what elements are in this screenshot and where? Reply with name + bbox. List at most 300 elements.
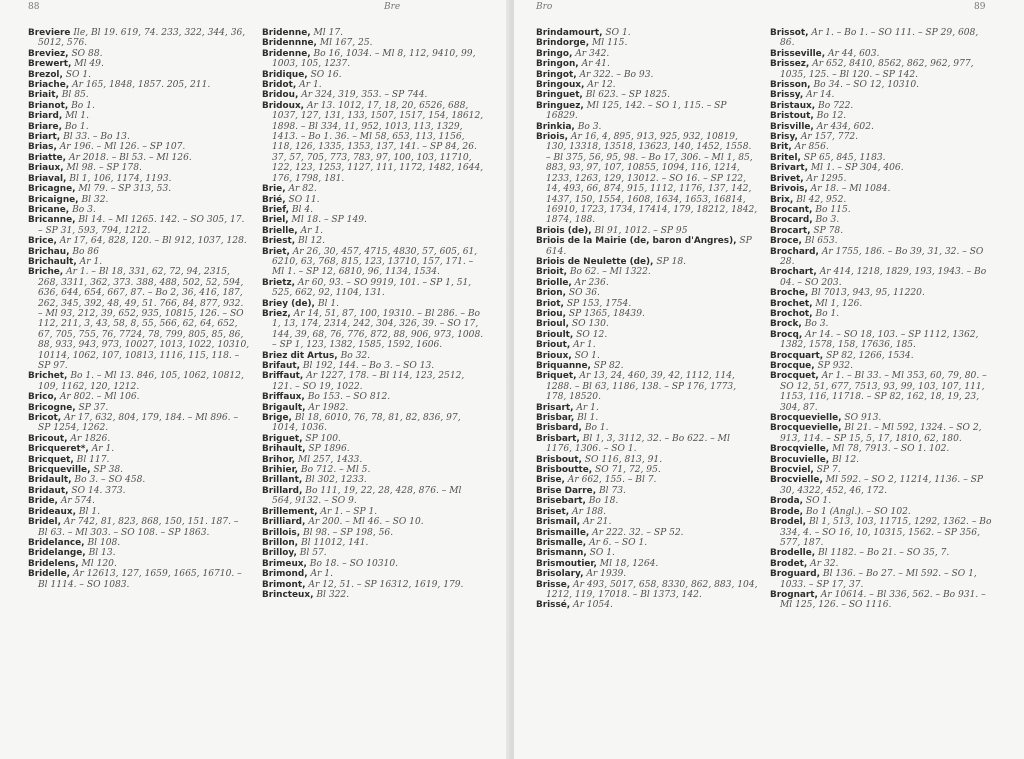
entry-surname: Brisbart, (536, 433, 580, 444)
entry-surname: Briquet, (536, 371, 577, 382)
index-entry (536, 49, 758, 59)
index-entry (262, 528, 484, 538)
index-entry (262, 475, 484, 485)
entry-surname: Bridel, (28, 517, 61, 528)
index-entry (28, 371, 250, 392)
entry-references: Ar 200. – Ml 46. – SO 10. (308, 517, 424, 528)
entry-references: Ml 592. – SO 2, 11214, 1136. – SP 30, 4322, 452, 46, 172. (780, 475, 983, 496)
entry-surname: Brichau, (28, 246, 70, 257)
entry-references: Ar 26, 30, 457, 4715, 4830, 57, 605, 61, 6210, 63, 768, 815, 123, 13710, 157, 171. – Ml 1. – SP 12, 6810, 96, 1134, 1534. (272, 246, 478, 278)
index-entry (770, 361, 992, 371)
entry-surname: Brodelle, (770, 548, 816, 559)
index-entry (262, 247, 484, 278)
entry-references: Bl 18, 6010, 76, 78, 81, 82, 836, 97, 1014, 1036. (272, 413, 461, 434)
index-entry (28, 70, 250, 80)
index-entry (536, 38, 758, 48)
index-entry (770, 569, 992, 590)
entry-surname: Briche, (28, 267, 64, 278)
index-entry (262, 507, 484, 517)
index-entry (536, 319, 758, 329)
entry-surname: Brivart, (770, 163, 808, 174)
index-entry (28, 215, 250, 236)
entry-surname: Brihault, (262, 444, 306, 455)
entry-surname: Bristaux, (770, 100, 816, 111)
index-entry (536, 548, 758, 558)
entry-references: Ar 802. – Ml 106. (59, 392, 140, 403)
index-entry (770, 590, 992, 611)
index-entry (536, 132, 758, 226)
entry-references: Ml 98. – SP 178. (66, 163, 142, 174)
entry-references: SO 1. (605, 28, 631, 38)
entry-surname: Briois (de), (536, 225, 592, 236)
entry-references: Ar 17, 632, 804, 179, 184. – Ml 896. – SP 1254, 1262. (38, 413, 239, 434)
entry-surname: Brisseville, (770, 48, 826, 59)
entry-surname: Brit, (770, 142, 792, 153)
entry-references: Ar 1755, 186. – Bo 39, 31, 32. – SO 28. (780, 246, 984, 267)
entry-references: Ar 13, 24, 460, 39, 42, 1112, 114, 1288. – Bl 63, 1186, 138. – SP 176, 1773, 178, 18520. (546, 371, 737, 403)
entry-surname: Briache, (28, 80, 70, 91)
entry-surname: Briot, (536, 298, 564, 309)
entry-references: Bo 3. (804, 319, 829, 330)
entry-references: Bo 1. (64, 121, 89, 132)
index-entry (262, 80, 484, 90)
entry-surname: Brisolary, (536, 569, 584, 580)
entry-references: Ar 652, 8410, 8562, 862, 962, 977, 1035, 125. – Bl 120. – SP 142. (780, 59, 974, 80)
index-entry (536, 486, 758, 496)
entry-references: Ile, Bl 19. 619, 74. 233, 322, 344, 36, 5012, 576. (38, 28, 246, 49)
entry-references: SO 1. (574, 350, 600, 361)
index-entry (770, 90, 992, 100)
entry-references: Ar 21. (583, 517, 612, 528)
index-entry (262, 569, 484, 579)
entry-references: Ml 18, 1264. (599, 558, 659, 569)
entry-surname: Brillois, (262, 527, 301, 538)
entry-references: Ml 49. (74, 59, 104, 70)
entry-references: Bl 302, 1233. (305, 475, 367, 486)
index-entry (770, 142, 992, 152)
entry-surname: Brilloy, (262, 548, 297, 559)
index-entry (262, 38, 484, 48)
index-entry (262, 559, 484, 569)
entry-references: Ar 1982. (308, 402, 349, 413)
entry-surname: Brocant, (770, 204, 813, 215)
index-entry (262, 215, 484, 225)
entry-references: Bl 33. – Bo 13. (63, 132, 130, 143)
index-entry (536, 413, 758, 423)
index-entry (536, 507, 758, 517)
index-entry (770, 59, 992, 80)
entry-surname: Brodet, (770, 558, 808, 569)
entry-surname: Brocard, (770, 215, 813, 226)
entry-references: Ar 742, 81, 823, 868, 150, 151. 187. – Bl 63. – Ml 303. – SO 108. – SP 1863. (38, 517, 239, 538)
entry-surname: Brief, (262, 204, 289, 215)
entry-surname: Bristout, (770, 111, 814, 122)
index-entry (770, 455, 992, 465)
index-entry (28, 195, 250, 205)
index-entry (770, 184, 992, 194)
index-entry (28, 236, 250, 246)
entry-surname: Bringon, (536, 59, 579, 70)
entry-references: Bo 62. – Ml 1322. (569, 267, 651, 278)
index-entry (536, 455, 758, 465)
entry-surname: Brisboutte, (536, 465, 593, 476)
index-entry (28, 163, 250, 173)
entry-surname: Brisy, (770, 132, 798, 143)
entry-references: SO 1. (589, 548, 615, 559)
entry-surname: Bridault, (28, 475, 72, 486)
entry-surname: Brochot, (770, 308, 813, 319)
entry-references: SP 38. (93, 465, 124, 476)
entry-surname: Brinkia, (536, 121, 575, 132)
index-entry (28, 49, 250, 59)
entry-references: Bo 111, 19, 22, 28, 428, 876. – Ml 564, 9132. – SO 9. (272, 485, 462, 507)
index-entry (536, 465, 758, 475)
entry-references: Ar 1. – Bl 18, 331, 62, 72, 94, 2315, 268, 3311, 362, 373. 388, 488, 502, 52, 594, 636, 644, 654, 667, 87. – Bo 2, 36, 416, 187, 262, 345, 392, 48, 49, 51. 766, 84, 877, 932. – Ml 93, 212, 39, 652, 935, 10815, 126. – SO 112, 211, 3, 43, 58, 8, 55, 566, 62, 64, 652, 67, 705, 755, 76, 7724, 78, 799, 805, 85, 86, 88, 933, 943, 973, 10027, 1013, 1022, 10310, 10114, 1062, 107, 10813, 1116, 115, 118. – SP 97. (38, 267, 250, 371)
entry-surname: Brissé, (536, 600, 571, 611)
entry-surname: Brihor, (262, 454, 296, 465)
entry-references: Ar 12, 51. – SP 16312, 1619, 179. (308, 579, 464, 590)
entry-surname: Brismaille, (536, 527, 590, 538)
entry-references: Bl 57. (299, 548, 327, 559)
entry-references: Ar 1. – SP 1. (320, 506, 378, 517)
entry-surname: Briez dit Artus, (262, 350, 338, 361)
entry-surname: Bricquet, (28, 454, 74, 465)
entry-surname: Brocquart, (770, 350, 824, 361)
entry-surname: Bridelance, (28, 537, 85, 548)
entry-references: Ar 60, 93. – SO 9919, 101. – SP 1, 51, 525, 662, 92, 1104, 131. (272, 277, 472, 299)
index-entry (262, 455, 484, 465)
index-entry (770, 236, 992, 246)
entry-surname: Brismail, (536, 517, 581, 528)
index-entry (28, 455, 250, 465)
index-entry (262, 226, 484, 236)
index-entry (262, 465, 484, 475)
entry-references: Bo 1. (584, 423, 609, 434)
entry-references: Ar 1826. (70, 433, 111, 444)
entry-references: Ml 120. (81, 558, 117, 569)
left-page (0, 0, 510, 759)
entry-surname: Brioul, (536, 319, 570, 330)
entry-surname: Brisbar, (536, 413, 575, 424)
entry-references: Bo 1. (815, 308, 840, 319)
index-entry (770, 517, 992, 548)
entry-references: Ml 1. – SP 304, 406. (810, 163, 904, 174)
entry-references: Ar 1. (310, 569, 333, 580)
entry-references: Bl 4. (291, 204, 314, 215)
index-entry (536, 236, 758, 257)
index-entry (262, 403, 484, 413)
index-entry (28, 267, 250, 371)
entry-references: Ar 856. (794, 142, 829, 153)
index-entry (28, 486, 250, 496)
index-entry (536, 517, 758, 527)
index-entry (536, 101, 758, 122)
entry-surname: Brocviel, (770, 465, 814, 476)
entry-references: Bl 1. (78, 506, 101, 517)
entry-references: Ar 32. (810, 558, 839, 569)
index-entry (770, 101, 992, 111)
index-entry (536, 361, 758, 371)
index-entry (536, 569, 758, 579)
index-entry (770, 80, 992, 90)
entry-surname: Brocart, (770, 225, 811, 236)
index-entry (262, 371, 484, 392)
entry-references: SO 88. (71, 48, 103, 59)
index-entry (28, 111, 250, 121)
entry-surname: Brioux, (536, 350, 572, 361)
entry-references: Ar 10614. – Bl 336, 562. – Bo 931. – Ml 125, 126. – SO 1116. (780, 589, 986, 611)
entry-references: Bl 13. (88, 548, 116, 559)
entry-references: Ar 414, 1218, 1829, 193, 1943. – Bo 04. – SO 203. (780, 267, 987, 288)
entry-references: Ar 1. – Bl 33. – Ml 353, 60, 79, 80. – SO 12, 51, 677, 7513, 93, 99, 103, 107, 111, 1153, 116, 11718. – SP 82, 162, 18, 19, 23, 304, 87. (780, 371, 987, 413)
entry-surname: Brochart, (770, 267, 817, 278)
entry-surname: Brismoutier, (536, 558, 597, 569)
entry-references: Bl 32. (81, 194, 109, 205)
entry-references: Bo 86 (72, 246, 99, 257)
page-number: 89 (974, 2, 986, 12)
entry-surname: Brilliard, (262, 517, 306, 528)
index-entry (536, 371, 758, 402)
index-entry (770, 226, 992, 236)
entry-references: Ar 1227, 178. – Bl 114, 123, 2512, 121. – SO 19, 1022. (272, 371, 465, 392)
entry-surname: Briez, (262, 308, 291, 319)
entry-references: Ml 1. (65, 111, 89, 122)
entry-surname: Brige, (262, 413, 292, 424)
entry-references: Ar 1. (299, 80, 322, 91)
entry-surname: Brodel, (770, 517, 807, 528)
entry-surname: Briart, (28, 132, 61, 143)
index-column (28, 28, 250, 590)
entry-surname: Brincteux, (262, 589, 314, 600)
index-entry (536, 434, 758, 455)
index-entry (262, 101, 484, 184)
entry-surname: Bridenne, (262, 48, 311, 59)
entry-surname: Bridoux, (262, 100, 305, 111)
entry-surname: Broda, (770, 496, 803, 507)
entry-references: Ar 196. – Ml 126. – SP 107. (59, 142, 186, 153)
entry-references: Ml 17. (313, 28, 344, 38)
index-entry (770, 288, 992, 298)
entry-references: Bo 18. – SO 10310. (309, 558, 399, 569)
index-entry (770, 122, 992, 132)
entry-references: Ml 167, 25. (319, 38, 373, 49)
entry-surname: Brioult, (536, 329, 574, 340)
entry-surname: Bridelens, (28, 558, 79, 569)
entry-references: Bo 3. (72, 204, 96, 215)
entry-surname: Briset, (536, 506, 570, 517)
index-entry (770, 163, 992, 173)
entry-references: Ar 157, 772. (800, 132, 859, 143)
entry-surname: Bricout, (28, 433, 68, 444)
entry-references: SO 1. (805, 496, 832, 507)
index-entry (28, 538, 250, 548)
index-entry (262, 28, 484, 38)
entry-surname: Brise Darre, (536, 485, 597, 496)
entry-references: Ar 236. (574, 277, 609, 288)
index-entry (536, 80, 758, 90)
entry-surname: Bridaut, (28, 485, 69, 496)
entry-references: Ar 44, 603. (827, 48, 880, 59)
index-entry (536, 330, 758, 340)
index-entry (262, 580, 484, 590)
entry-surname: Brihier, (262, 465, 299, 476)
index-entry (262, 49, 484, 70)
entry-surname: Brode, (770, 506, 803, 517)
entry-references: Ar 324, 319, 353. – SP 744. (301, 90, 428, 101)
index-entry (770, 28, 992, 49)
entry-surname: Briaval, (28, 173, 67, 184)
entry-surname: Brocquevielle, (770, 413, 842, 424)
index-entry (262, 309, 484, 351)
entry-references: Ar 2018. – Bl 53. – Ml 126. (68, 152, 192, 163)
entry-surname: Brisbout, (536, 454, 582, 465)
entry-references: Bl 108. (87, 537, 121, 548)
entry-surname: Briare, (28, 121, 62, 132)
entry-references: Bl 12. (298, 236, 325, 247)
entry-surname: Brimeux, (262, 558, 307, 569)
entry-surname: Briois de la Mairie (de, baron d'Angres), (536, 236, 737, 247)
entry-references: Ar 322. – Bo 93. (579, 69, 654, 80)
entry-references: SO 913. (844, 413, 882, 424)
entry-references: SP 78. (813, 225, 844, 236)
entry-surname: Bricogne, (28, 402, 76, 413)
index-entry (28, 496, 250, 506)
index-entry (770, 111, 992, 121)
index-entry (28, 569, 250, 590)
index-entry (28, 90, 250, 100)
index-entry (262, 392, 484, 402)
entry-references: SP 932. (817, 361, 853, 371)
entry-references: Ar 574. (60, 496, 95, 507)
entry-surname: Brise, (536, 475, 565, 486)
index-entry (536, 559, 758, 569)
index-entry (28, 517, 250, 538)
index-entry (262, 434, 484, 444)
index-entry (262, 195, 484, 205)
entry-references: Bo 115. (815, 204, 851, 215)
index-entry (770, 496, 992, 506)
index-entry (536, 340, 758, 350)
entry-surname: Broche, (770, 288, 809, 299)
entry-references: Bl 12. (832, 454, 859, 465)
index-entry (770, 475, 992, 496)
entry-surname: Brisse, (536, 579, 571, 590)
entry-references: Bl 1, 3, 3112, 32. – Bo 622. – Ml 1176, 1306. – SO 1. (546, 433, 730, 455)
index-entry (262, 299, 484, 309)
index-entry (28, 132, 250, 142)
entry-surname: Brillard, (262, 485, 303, 496)
entry-surname: Brisbard, (536, 423, 582, 434)
index-entry (262, 236, 484, 246)
entry-references: Ar 1. (573, 340, 596, 351)
entry-references: Ml 115. (591, 38, 628, 49)
entry-surname: Briou, (536, 308, 566, 319)
entry-surname: Bringuez, (536, 100, 584, 111)
entry-references: Bl 1. (577, 413, 599, 424)
entry-surname: Brion, (536, 288, 566, 299)
entry-surname: Bringo, (536, 48, 573, 59)
running-head: Bre (384, 2, 401, 12)
entry-references: Ar 1. (91, 444, 115, 455)
index-entry (262, 70, 484, 80)
index-entry (28, 257, 250, 267)
entry-references: Bl 11012, 141. (300, 537, 369, 548)
index-entry (536, 28, 758, 38)
index-entry (536, 538, 758, 548)
entry-references: Bl 136. – Bo 27. – Ml 592. – SO 1, 1033. – SP 17, 37. (780, 569, 977, 590)
entry-surname: Bringuet, (536, 90, 583, 101)
entry-references: SP 82. (593, 361, 624, 371)
entry-references: Bo 153. – SO 812. (307, 392, 391, 403)
entry-surname: Briolle, (536, 277, 572, 288)
entry-references: Bl 42, 952. (796, 194, 847, 205)
entry-surname: Brie, (262, 184, 286, 195)
entry-surname: Brichault, (28, 256, 77, 267)
entry-references: Bo 1. – Ml 13. 846, 105, 1062, 10812, 109, 1162, 120, 1212. (38, 371, 244, 392)
entry-surname: Brochard, (770, 246, 819, 257)
entry-references: Ar 188. (572, 506, 607, 517)
entry-surname: Bride, (28, 496, 58, 507)
index-entry (770, 299, 992, 309)
entry-references: Ar 13. 1012, 17, 18, 20, 6526, 688, 1037, 127, 131, 133, 1507, 1517, 154, 18612, 1898. – Bl 334, 11, 952, 1013, 113, 1329, 1413. – Bo 1. 36. – Ml 58, 653, 113, 1156, 118, 126, 1335, 1353, 137, 141. – SP 84, 26. 37, 57, 705, 773, 783, 97, 100, 103, 11710, 122, 123, 1253, 1127, 111, 1172, 1482, 1644, 176, 1798, 181. (272, 100, 484, 184)
entry-references: Ar 18. – Ml 1084. (810, 184, 891, 195)
index-entry (770, 319, 992, 329)
index-entry (536, 70, 758, 80)
entry-surname: Brisson, (770, 80, 811, 91)
index-entry (28, 403, 250, 413)
index-entry (536, 122, 758, 132)
entry-references: Ar 165, 1848, 1857. 205, 211. (72, 80, 211, 91)
entry-surname: Briet, (262, 246, 290, 257)
entry-surname: Brognart, (770, 589, 818, 600)
entry-surname: Brice, (28, 236, 57, 247)
index-entry (770, 548, 992, 558)
entry-surname: Brocquevielle, (770, 423, 842, 434)
entry-surname: Brimond, (262, 569, 308, 580)
index-entry (262, 361, 484, 371)
index-entry (770, 174, 992, 184)
index-entry (536, 423, 758, 433)
entry-references: SO 16. (310, 69, 342, 80)
index-entry (28, 122, 250, 132)
index-entry (28, 101, 250, 111)
index-entry (536, 267, 758, 277)
index-entry (28, 548, 250, 558)
entry-references: Bl 91, 1012. – SP 95 (594, 225, 688, 236)
entry-references: SO 14. 373. (71, 485, 126, 496)
entry-references: Bl 73. (598, 485, 626, 496)
entry-references: Ar 342. (575, 48, 610, 59)
entry-references: SP 1896. (308, 444, 350, 455)
entry-surname: Briest, (262, 236, 296, 247)
entry-references: Ml 78, 7913. – SO 1. 102. (832, 444, 950, 455)
entry-references: Ar 16, 4, 895, 913, 925, 932, 10819, 130, 13318, 13518, 13623, 140, 1452, 1558. – Bl 375, 56, 95, 98. – Bo 17, 306. – Ml 1, 85, 883, 93, 97, 107, 10855, 1094, 116, 1214, 1233, 1263, 129, 13012. – SO 16. – SP 122, 14, 493, 66, 874, 915, 1112, 1176, 137, 142, 1437, 150, 1554, 1608, 1634, 1653, 16814, 16910, 1723, 1734, 17414, 179, 18212, 1842, 1874, 188. (546, 132, 758, 226)
right-page (514, 0, 1024, 759)
index-entry (770, 247, 992, 268)
entry-surname: Brisville, (770, 121, 814, 132)
entry-references: Ar 82. (288, 184, 317, 195)
entry-references: Bo 3. (577, 121, 602, 132)
index-entry (262, 351, 484, 361)
index-entry (28, 59, 250, 69)
entry-surname: Brié, (262, 194, 286, 205)
entry-references: Bo 12. (816, 111, 847, 122)
index-entry (28, 465, 250, 475)
entry-references: Bl 1. (317, 298, 340, 309)
index-column (536, 28, 758, 611)
index-entry (28, 80, 250, 90)
index-entry (536, 288, 758, 298)
